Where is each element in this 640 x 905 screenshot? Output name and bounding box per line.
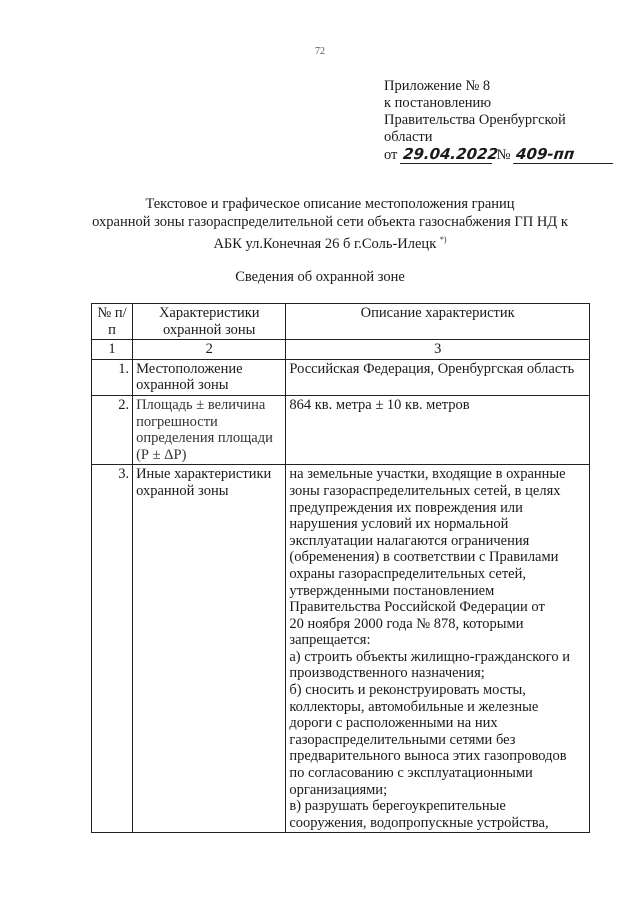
header-cell-number: № п/п [92, 304, 133, 340]
table-row [92, 359, 590, 395]
description-line: запрещается: [289, 632, 371, 649]
description-line: в) разрушать берегоукрепительные [289, 798, 506, 815]
from-label: от [384, 147, 398, 163]
appendix-line: области [384, 129, 433, 145]
header-cell-description: Описание характеристик [286, 304, 590, 340]
index-cell: 1 [92, 340, 133, 360]
description-line: эксплуатации налагаются ограничения [289, 532, 530, 549]
description-line: на земельные участки, входящие в охранные [289, 466, 566, 483]
description-line: а) строить объекты жилищно-гражданского и [289, 648, 571, 665]
description-line: предупреждения их повреждения или [289, 499, 523, 516]
title-line [60, 231, 600, 253]
row-description: Российская Федерация, Оренбургская область [286, 359, 590, 395]
index-cell: 2 [133, 340, 286, 360]
description-line: предварительного выноса этих газопроводов [289, 748, 567, 765]
footnote-mark: *) [439, 235, 447, 244]
table-index-row [92, 340, 590, 360]
document-title [60, 195, 600, 253]
description-line: организациями; [289, 781, 388, 798]
description-line: 20 ноября 2000 года № 878, которыми [289, 615, 524, 632]
page-number: 72 [315, 46, 325, 57]
row-number: 1. [92, 359, 133, 395]
description-line: коллекторы, автомобильные и железные [289, 698, 539, 715]
number-label: № [496, 147, 511, 163]
description-line: Правительства Российской Федерации от [289, 599, 545, 616]
zone-info-table [91, 303, 590, 833]
table-header-row [92, 304, 590, 340]
description-line: утвержденными постановлением [289, 582, 495, 599]
description-line: (обременения) в соответствии с Правилами [289, 549, 559, 566]
description-line: дороги с расположенными на них [289, 715, 498, 732]
description-line: б) сносить и реконструировать мосты, [289, 682, 526, 699]
row-description [286, 465, 590, 833]
header-cell-characteristics: Характеристики охранной зоны [133, 304, 286, 340]
appendix-line: к постановлению [384, 95, 492, 111]
title-line-text: АБК ул.Конечная 26 б г.Соль-Илецк [213, 235, 437, 252]
table-row [92, 395, 590, 464]
description-line: газораспределительными сетями без [289, 731, 516, 748]
description-line: нарушения условий их нормальной [289, 516, 509, 533]
description-line: производственного назначения; [289, 665, 485, 682]
title-line: охранной зоны газораспределительной сети объекта газоснабжения ГП НД к [92, 214, 568, 230]
section-subtitle: Сведения об охранной зоне [235, 269, 405, 285]
description-line: охраны газораспределительных сетей, [289, 565, 526, 582]
appendix-date-line [384, 146, 614, 164]
appendix-block [384, 78, 614, 164]
appendix-line: Приложение № 8 [384, 78, 491, 94]
row-number: 3. [92, 465, 133, 833]
row-characteristic: Площадь ± величина погрешности определения площади (Р ± ΔР) [133, 395, 286, 464]
description-line: по согласованию с эксплуатационными [289, 765, 533, 782]
handwritten-date: 29.04.2022 [400, 146, 494, 164]
table-row [92, 465, 590, 833]
row-description: 864 кв. метра ± 10 кв. метров [286, 395, 590, 464]
appendix-line: Правительства Оренбургской [384, 112, 566, 128]
row-characteristic: Местоположение охранной зоны [133, 359, 286, 395]
title-line: Текстовое и графическое описание местоположения границ [145, 196, 515, 212]
handwritten-number: 409-пп [513, 146, 615, 164]
description-line: сооружения, водопропускные устройства, [289, 814, 549, 831]
row-number: 2. [92, 395, 133, 464]
description-line: зоны газораспределительных сетей, в целях [289, 482, 561, 499]
row-characteristic: Иные характеристики охранной зоны [133, 465, 286, 833]
index-cell: 3 [286, 340, 590, 360]
